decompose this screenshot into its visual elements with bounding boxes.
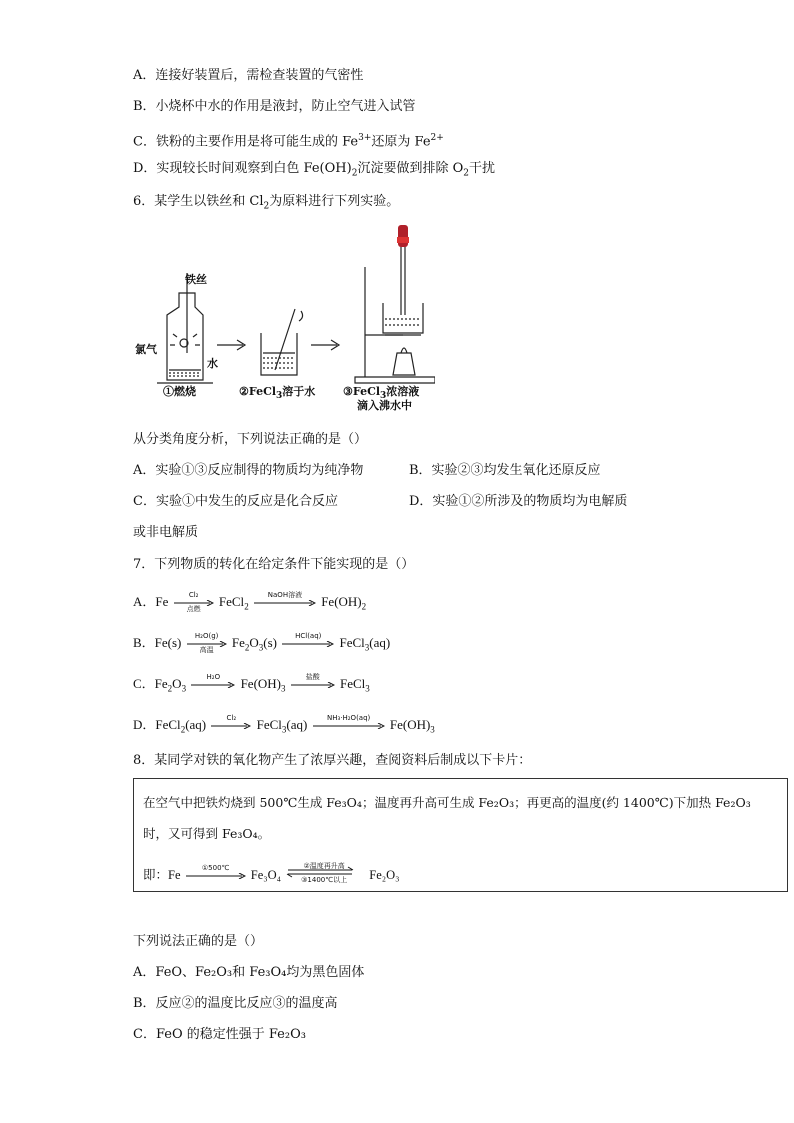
- q7-option-c: C．$Fe_2O_3$ H₂O $Fe(OH)_3$ 盐酸 FeCl$_3$: [133, 673, 370, 694]
- q5-option-d: D．实现较长时间观察到白色 $Fe(OH)_2$沉淀要做到排除 $O_2$干扰: [133, 161, 495, 179]
- q6-option-a: A．实验①③反应制得的物质均为纯净物: [133, 463, 364, 478]
- experiment-figure: [135, 225, 435, 415]
- water-label: 水: [207, 357, 218, 370]
- q6-option-d: D．实验①②所涉及的物质均为电解质: [409, 494, 628, 509]
- chlorine-label: 氯气: [135, 343, 157, 356]
- q6-option-d-continued: 或非电解质: [133, 525, 199, 540]
- step3-label: ③FeCl$_3$浓溶液: [343, 385, 420, 402]
- card-line-1: 在空气中把铁灼烧到 500℃生成 Fe₃O₄；温度再升高可生成 Fe₂O₃；再更高的温度(约 1400℃)下加热 Fe₂O₃: [143, 795, 751, 810]
- reaction-arrow: NaOH溶液: [254, 600, 316, 606]
- reaction-arrow: NH₃·H₂O(aq): [313, 723, 385, 729]
- q7-option-d: D．FeCl$_2$(aq) Cl₂ FeCl$_3$(aq) NH₃·H₂O(aq) $Fe(OH)_3$: [133, 714, 435, 735]
- q6-stem: 6．某学生以铁丝和 $Cl_2$为原料进行下列实验。: [133, 194, 400, 212]
- reaction-arrow: Cl₂: [211, 723, 251, 729]
- reaction-arrow: Cl₂ 点燃: [174, 600, 214, 606]
- step2-label: ②FeCl$_3$溶于水: [239, 385, 316, 402]
- q8-option-a: A．FeO、Fe₂O₃和 Fe₃O₄均为黑色固体: [133, 965, 365, 980]
- step1-label: ①燃烧: [163, 385, 196, 398]
- reversible-arrow: ②温度再升高 ③1400℃以上: [286, 868, 356, 884]
- q5-option-b: B．小烧杯中水的作用是液封，防止空气进入试管: [133, 99, 416, 114]
- q7-option-b: B．Fe(s) H₂O(g) 高温 $Fe_2O_3(s)$ HCl(aq) FeCl$_3$(aq): [133, 632, 391, 655]
- q8-option-b: B．反应②的温度比反应③的温度高: [133, 996, 338, 1011]
- q5-option-c: C．铁粉的主要作用是将可能生成的 $Fe^{3+}$还原为 $Fe^{2+}$: [133, 133, 444, 150]
- card-line-2: 时，又可得到 Fe₃O₄。: [143, 826, 271, 841]
- card-equation: 即：Fe ①500℃ Fe₃O₄ ②温度再升高 ③1400℃以上 Fe₂O₃: [143, 862, 400, 885]
- q6-question: 从分类角度分析，下列说法正确的是（）: [133, 432, 368, 447]
- step3-label-line2: 滴入沸水中: [357, 399, 412, 412]
- info-card: [133, 778, 788, 892]
- reaction-arrow: H₂O: [191, 682, 235, 688]
- reaction-arrow: HCl(aq): [282, 641, 334, 647]
- q8-stem: 8．某同学对铁的氧化物产生了浓厚兴趣，查阅资料后制成以下卡片：: [133, 753, 532, 768]
- iron-wire-label: 铁丝: [185, 273, 207, 286]
- reaction-arrow: H₂O(g) 高温: [187, 641, 227, 647]
- reaction-arrow: ①500℃: [186, 873, 246, 879]
- q7-option-a: A．Fe Cl₂ 点燃 FeCl$_2$ NaOH溶液 $Fe(OH)_2$: [133, 591, 367, 614]
- q8-question: 下列说法正确的是（）: [133, 934, 264, 949]
- reaction-arrow: 盐酸: [291, 682, 335, 688]
- q6-option-b: B．实验②③均发生氧化还原反应: [409, 463, 601, 478]
- q5-option-a: A．连接好装置后，需检查装置的气密性: [133, 68, 364, 83]
- q7-stem: 7．下列物质的转化在给定条件下能实现的是（）: [133, 557, 415, 572]
- q8-option-c: C．FeO 的稳定性强于 Fe₂O₃: [133, 1027, 306, 1042]
- q6-option-c: C．实验①中发生的反应是化合反应: [133, 494, 338, 509]
